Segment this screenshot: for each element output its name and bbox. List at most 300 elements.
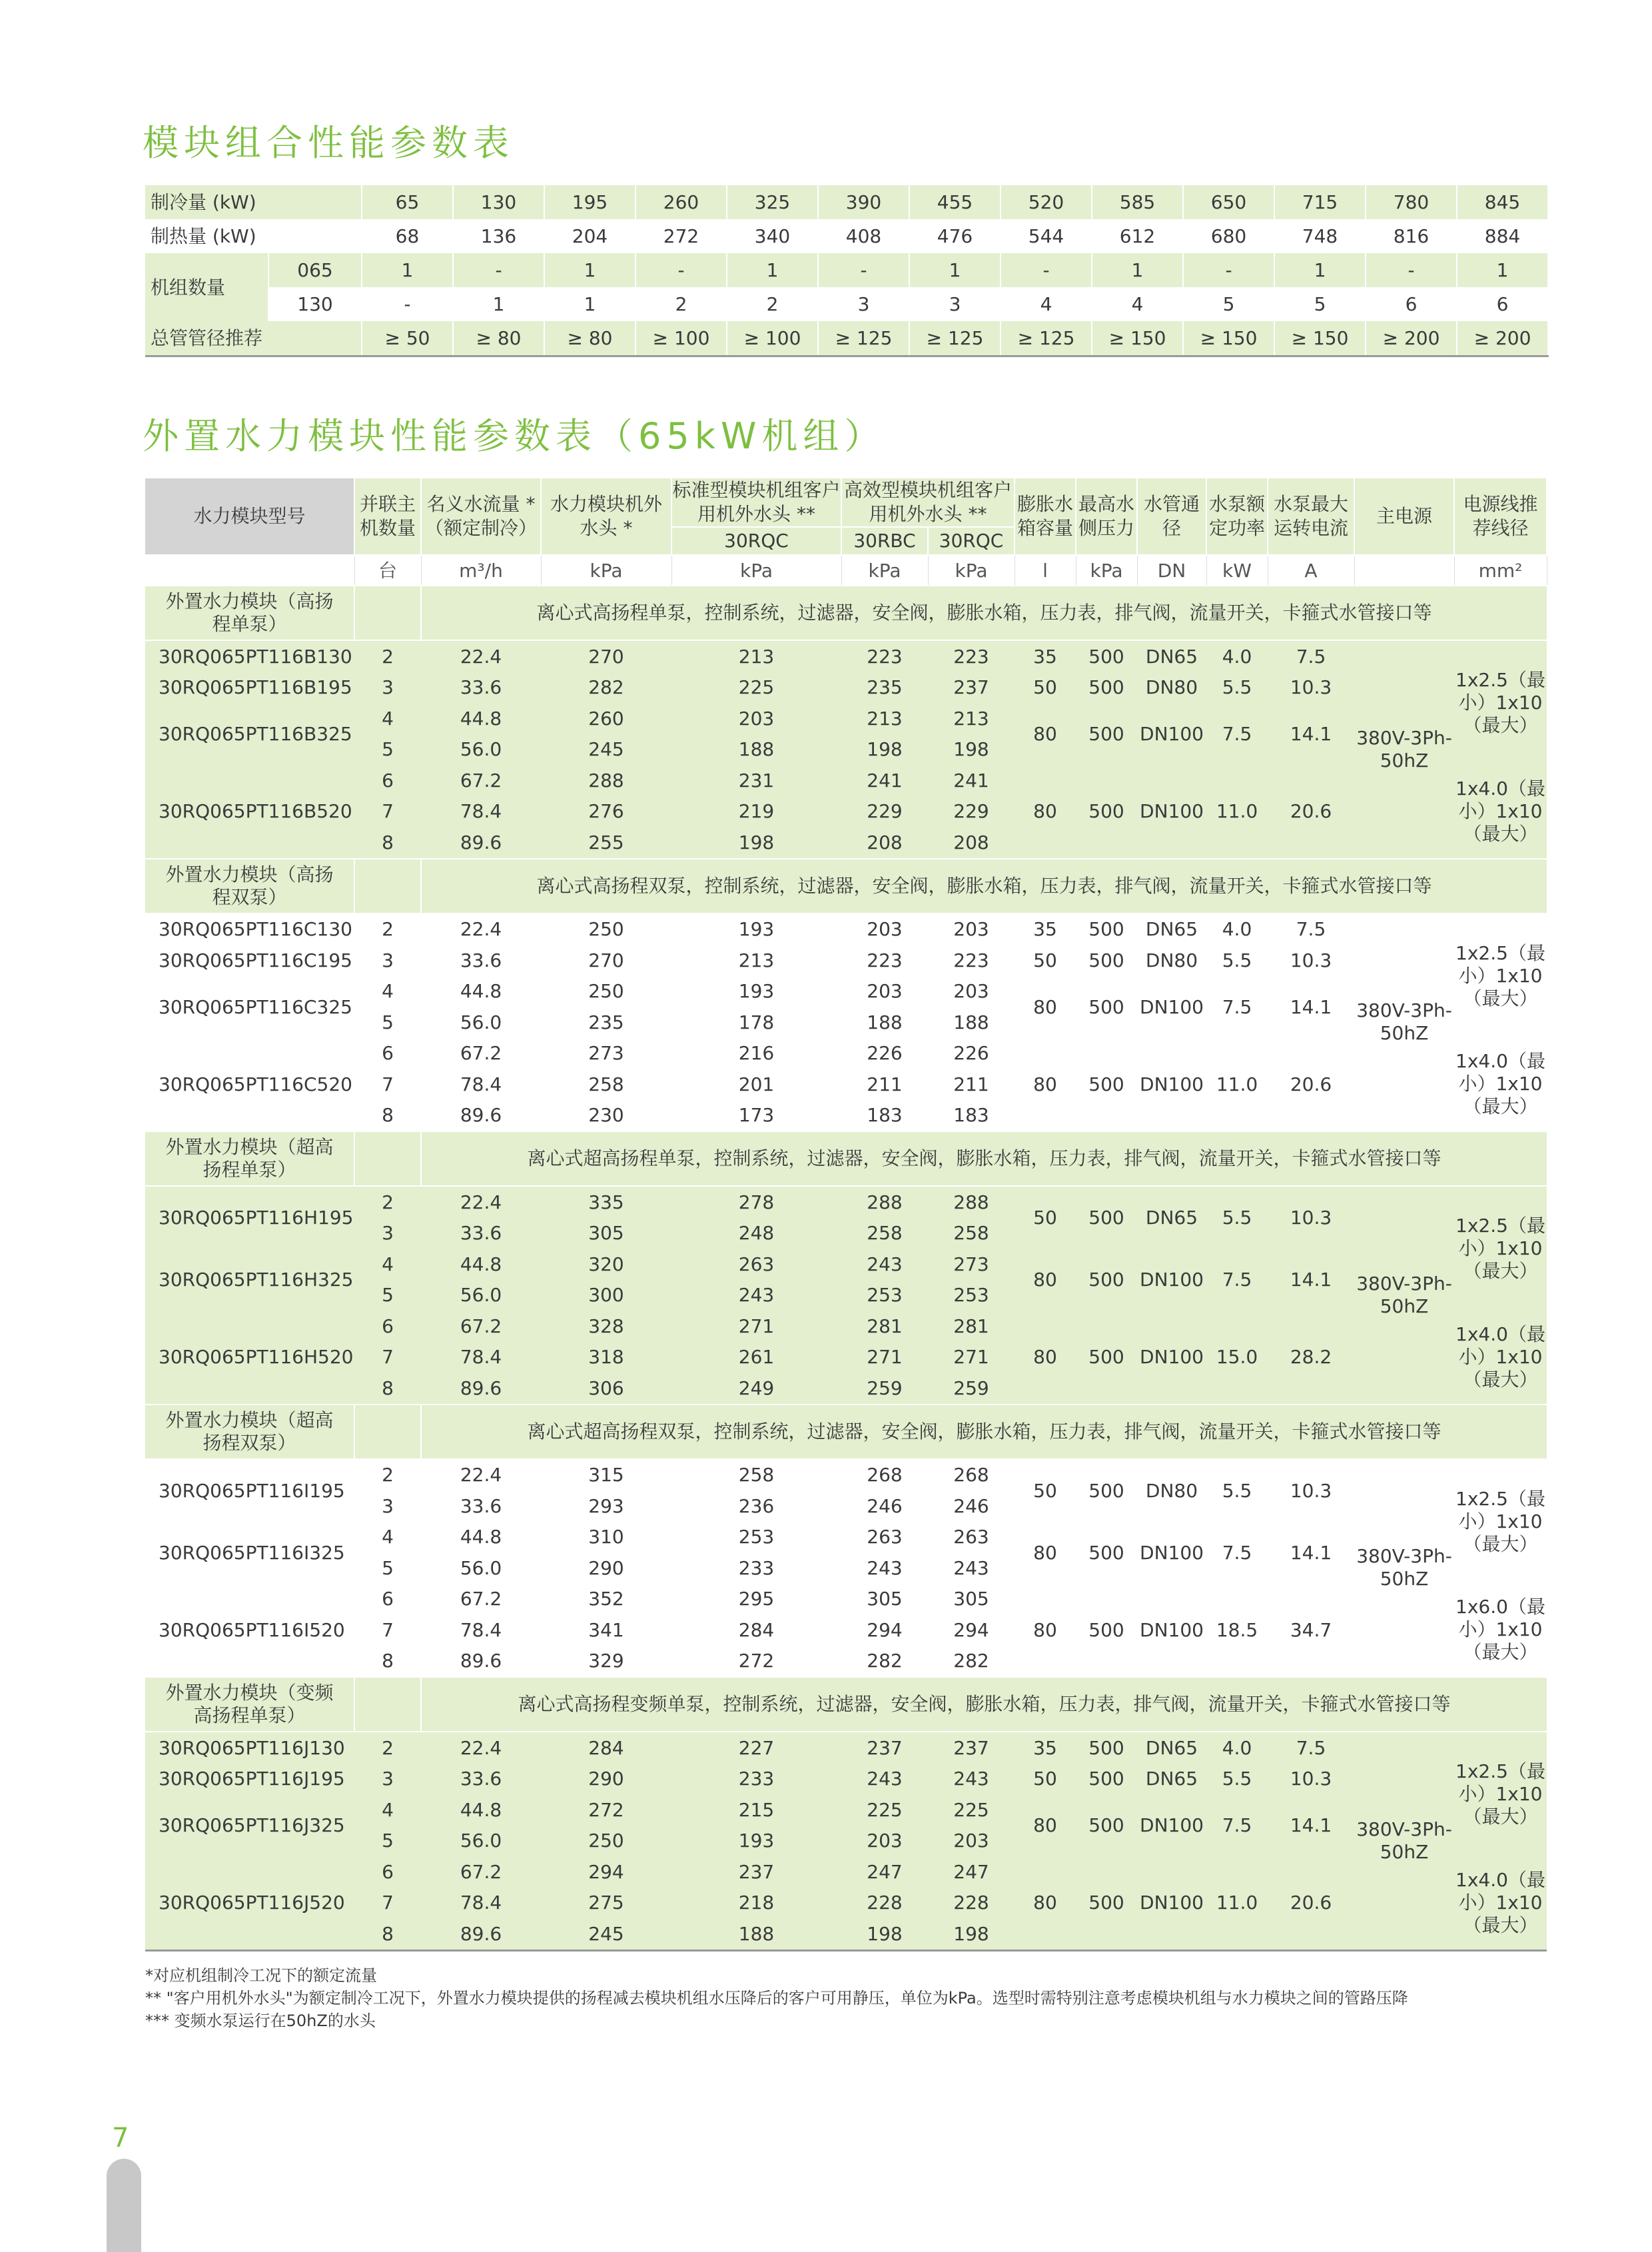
data-cell: 44.8 (460, 980, 502, 1003)
data-cell: 282 (541, 672, 671, 704)
data-cell: 246 (953, 1494, 989, 1517)
col-hi: 高效型模块机组客户用机外水头 ** (841, 478, 1015, 527)
data-cell: 275 (541, 1888, 671, 1919)
group-cell: DN65 (1137, 1732, 1206, 1764)
section-description: 离心式高扬程单泵，控制系统，过滤器，安全阀，膨胀水箱，压力表，排气阀，流量开关，卡箍式水管接口等 (421, 586, 1547, 640)
group-cell: DN65 (1137, 1764, 1206, 1795)
group-cell: 11.0 (1206, 765, 1268, 859)
data-cell: 284 (541, 1732, 671, 1764)
group-cell: 500 (1076, 672, 1137, 704)
data-cell: 259 (928, 1373, 1015, 1405)
group-cell: 500 (1088, 1073, 1124, 1095)
table-row (145, 1856, 1547, 1888)
group-cell: 500 (1076, 703, 1137, 765)
cell: ≥ 125 (909, 321, 1001, 356)
model-name: 30RQ065PT116J520 (145, 1856, 354, 1950)
section-header-row (145, 586, 1547, 640)
table-row (145, 1794, 1547, 1826)
data-cell: 2 (354, 640, 421, 672)
cable-size: 1x4.0（最小）1x10（最大） (1454, 1856, 1547, 1950)
group-cell: 500 (1076, 765, 1137, 859)
data-cell: 235 (588, 1011, 624, 1033)
data-cell: 22.4 (421, 1732, 541, 1764)
group-cell: 7.5 (1268, 640, 1354, 672)
power-supply: 380V-3Ph-50hZ (1356, 999, 1452, 1045)
model-name: 30RQ065PT116C325 (159, 995, 352, 1018)
group-cell: DN100 (1140, 1618, 1204, 1641)
data-cell: 226 (953, 1042, 989, 1065)
cell: ≥ 80 (453, 321, 544, 356)
model-name: 30RQ065PT116C130 (159, 918, 352, 941)
model-name: 30RQ065PT116H325 (145, 1249, 354, 1311)
group-cell: DN80 (1137, 672, 1206, 704)
group-cell: 80 (1015, 703, 1076, 765)
data-cell: 211 (953, 1073, 989, 1095)
data-cell: 243 (953, 1556, 989, 1579)
group-cell: 7.5 (1206, 1794, 1268, 1856)
table-row (145, 976, 1547, 1007)
group-cell: 80 (1015, 765, 1076, 859)
footnotes (145, 1964, 1408, 2032)
data-cell: 3 (382, 949, 394, 971)
data-cell: 249 (671, 1373, 841, 1405)
model-name: 30RQ065PT116B325 (145, 703, 354, 765)
section-header-row (145, 859, 1547, 913)
power-supply: 380V-3Ph-50hZ (1354, 1186, 1454, 1405)
data-cell: 271 (928, 1342, 1015, 1373)
footnote: *** 变频水泵运行在50hZ的水头 (145, 2011, 376, 2030)
data-cell: 235 (841, 672, 928, 704)
data-cell: 241 (928, 765, 1015, 796)
page-number: 7 (112, 2123, 129, 2153)
section-blank (354, 586, 421, 640)
unit-cell: mm² (1454, 555, 1547, 586)
data-cell: 6 (354, 765, 421, 796)
cell: 340 (727, 219, 818, 253)
data-cell: 8 (354, 1373, 421, 1405)
cell: 1 (544, 253, 635, 287)
cell: 585 (1092, 185, 1183, 219)
col-hi-sub1: 30RBC (841, 527, 928, 555)
group-cell: 10.3 (1290, 1479, 1332, 1502)
unit-blank (1354, 555, 1454, 586)
data-cell: 341 (588, 1618, 624, 1641)
data-cell: 8 (354, 827, 421, 859)
cell: 6 (1457, 287, 1548, 321)
data-cell: 284 (738, 1618, 775, 1641)
group-cell: 80 (1015, 1856, 1076, 1950)
group-cell: 80 (1033, 995, 1057, 1018)
section-header-row (145, 1405, 1547, 1459)
group-cell: 14.1 (1268, 703, 1354, 765)
group-cell: 7.5 (1206, 1249, 1268, 1311)
model-name: 30RQ065PT116H520 (145, 1311, 354, 1405)
data-cell: 236 (738, 1494, 775, 1517)
cable-size: 1x2.5（最小）1x10（最大） (1454, 1186, 1547, 1311)
cell: 612 (1092, 219, 1183, 253)
cell: ≥ 150 (1274, 321, 1366, 356)
data-cell: 5 (382, 1011, 394, 1033)
cooling-label: 制冷量 (kW) (145, 185, 362, 219)
data-cell: 294 (953, 1618, 989, 1641)
data-cell: 193 (738, 980, 775, 1003)
cable-size: 1x4.0（最小）1x10（最大） (1454, 765, 1547, 859)
cell: ≥ 125 (1001, 321, 1092, 356)
data-cell: 56.0 (421, 1826, 541, 1857)
footnote: *对应机组制冷工况下的额定流量 (145, 1966, 377, 1985)
group-cell: 5.5 (1206, 672, 1268, 704)
cell: - (362, 287, 453, 321)
data-cell: 218 (671, 1888, 841, 1919)
data-cell: 213 (841, 703, 928, 734)
data-cell: 272 (738, 1650, 775, 1672)
group-cell: 500 (1076, 1764, 1137, 1795)
data-cell: 56.0 (421, 734, 541, 766)
model-name: 30RQ065PT116I520 (159, 1618, 345, 1641)
data-cell: 263 (671, 1249, 841, 1280)
data-cell: 243 (928, 1764, 1015, 1795)
cell: ≥ 50 (362, 321, 453, 356)
data-cell: 2 (354, 1732, 421, 1764)
model-name: 30RQ065PT116B520 (145, 765, 354, 859)
data-cell: 305 (867, 1588, 903, 1610)
data-cell: 208 (928, 827, 1015, 859)
data-cell: 67.2 (460, 1588, 502, 1610)
model-name: 30RQ065PT116B195 (145, 672, 354, 704)
data-cell: 237 (671, 1856, 841, 1888)
data-cell: 243 (867, 1556, 903, 1579)
data-cell: 183 (953, 1104, 989, 1127)
data-cell: 305 (541, 1218, 671, 1249)
data-cell: 78.4 (460, 1073, 502, 1095)
group-cell: 35 (1033, 918, 1057, 941)
group-cell: 7.5 (1206, 703, 1268, 765)
cell: 1 (544, 287, 635, 321)
cell: 195 (544, 185, 635, 219)
section-blank (354, 859, 421, 913)
data-cell: 282 (953, 1650, 989, 1672)
data-cell: 78.4 (421, 1888, 541, 1919)
group-cell: 500 (1076, 1732, 1137, 1764)
data-cell: 22.4 (460, 1464, 502, 1486)
data-cell: 5 (354, 1280, 421, 1311)
data-cell: 223 (953, 949, 989, 971)
cell: 272 (635, 219, 727, 253)
data-cell: 281 (841, 1311, 928, 1342)
data-cell: 198 (671, 827, 841, 859)
group-cell: 5.5 (1206, 1186, 1268, 1249)
cell: 408 (818, 219, 909, 253)
group-cell: 500 (1088, 918, 1124, 941)
count-row-065 (145, 253, 1548, 287)
col-maxp: 最高水侧压力 (1076, 478, 1137, 555)
data-cell: 2 (382, 1464, 394, 1486)
data-cell: 198 (928, 1918, 1015, 1950)
section-description: 离心式高扬程变频单泵，控制系统，过滤器，安全阀，膨胀水箱，压力表，排气阀，流量开关，卡箍式水管接口等 (421, 1677, 1547, 1732)
table-row (145, 1584, 1547, 1615)
data-cell: 198 (841, 734, 928, 766)
data-cell: 7 (354, 796, 421, 828)
group-cell: 500 (1088, 995, 1124, 1018)
data-cell: 78.4 (421, 1342, 541, 1373)
cable-size: 1x4.0（最小）1x10（最大） (1455, 1050, 1545, 1118)
data-cell: 258 (588, 1073, 624, 1095)
data-cell: 261 (671, 1342, 841, 1373)
data-cell: 4 (354, 1249, 421, 1280)
pipe-row (145, 321, 1548, 356)
model-name: 30RQ065PT116J130 (145, 1732, 354, 1764)
data-cell: 203 (671, 703, 841, 734)
data-cell: 271 (671, 1311, 841, 1342)
data-cell: 33.6 (421, 1764, 541, 1795)
group-cell: 500 (1076, 1186, 1137, 1249)
unit-cell: A (1268, 555, 1354, 586)
col-model: 水力模块型号 (145, 478, 354, 555)
data-cell: 270 (588, 949, 624, 971)
cell: ≥ 100 (635, 321, 727, 356)
unit-cell: kPa (928, 555, 1015, 586)
data-cell: 243 (671, 1280, 841, 1311)
cell: 5 (1183, 287, 1274, 321)
cell: 845 (1457, 185, 1548, 219)
cell: 6 (1366, 287, 1457, 321)
data-cell: 89.6 (421, 1373, 541, 1405)
group-cell: 28.2 (1268, 1311, 1354, 1405)
group-cell: DN100 (1140, 1541, 1204, 1564)
cell: ≥ 150 (1092, 321, 1183, 356)
data-cell: 272 (541, 1794, 671, 1826)
cell: 1 (909, 253, 1001, 287)
table-row (145, 1249, 1547, 1280)
data-cell: 250 (588, 980, 624, 1003)
cable-size: 1x2.5（最小）1x10（最大） (1454, 640, 1547, 765)
heating-label: 制热量 (kW) (145, 219, 362, 253)
data-cell: 44.8 (460, 1526, 502, 1548)
data-cell: 7 (354, 1888, 421, 1919)
table-row (145, 1459, 1547, 1491)
cell: - (1183, 253, 1274, 287)
data-cell: 203 (867, 980, 903, 1003)
data-cell: 6 (354, 1311, 421, 1342)
model-name: 30RQ065PT116C520 (159, 1073, 352, 1095)
group-cell: DN100 (1137, 1311, 1206, 1405)
cell: ≥ 80 (544, 321, 635, 356)
unit-cell: kPa (541, 555, 671, 586)
cell: 476 (909, 219, 1001, 253)
data-cell: 4 (382, 1526, 394, 1548)
data-cell: 211 (867, 1073, 903, 1095)
data-cell: 300 (541, 1280, 671, 1311)
group-cell: 500 (1088, 949, 1124, 971)
data-cell: 89.6 (460, 1650, 502, 1672)
group-cell: 7.5 (1222, 1541, 1252, 1564)
data-cell: 22.4 (421, 640, 541, 672)
data-cell: 310 (588, 1526, 624, 1548)
data-cell: 5 (354, 734, 421, 766)
data-cell: 198 (841, 1918, 928, 1950)
cell: 325 (727, 185, 818, 219)
data-cell: 33.6 (460, 949, 502, 971)
cell: 136 (453, 219, 544, 253)
data-cell: 237 (928, 1732, 1015, 1764)
data-cell: 56.0 (460, 1556, 502, 1579)
cell: ≥ 100 (727, 321, 818, 356)
data-cell: 203 (867, 918, 903, 941)
cell: 65 (362, 185, 453, 219)
group-cell: 500 (1088, 1479, 1124, 1502)
group-cell: 4.0 (1206, 640, 1268, 672)
data-cell: 320 (541, 1249, 671, 1280)
power-supply: 380V-3Ph-50hZ (1356, 1545, 1452, 1590)
group-cell: DN80 (1145, 1479, 1198, 1502)
units-row (145, 555, 1547, 586)
cell: 544 (1001, 219, 1092, 253)
data-cell: 268 (867, 1464, 903, 1486)
unit-count-label: 机组数量 (145, 253, 268, 321)
cable-size: 1x2.5（最小）1x10（最大） (1455, 941, 1545, 1009)
section-description: 离心式超高扬程单泵，控制系统，过滤器，安全阀，膨胀水箱，压力表，排气阀，流量开关，卡箍式水管接口等 (421, 1131, 1547, 1186)
group-cell: 4.0 (1222, 918, 1252, 941)
data-cell: 250 (541, 1826, 671, 1857)
data-cell: 203 (841, 1826, 928, 1857)
cell: 4 (1001, 287, 1092, 321)
group-cell: 500 (1076, 640, 1137, 672)
data-cell: 225 (841, 1794, 928, 1826)
cell: 1 (1457, 253, 1548, 287)
group-cell: DN100 (1137, 1249, 1206, 1311)
group-cell: 500 (1076, 1856, 1137, 1950)
section-name: 外置水力模块（高扬程单泵） (145, 586, 354, 640)
data-cell: 318 (541, 1342, 671, 1373)
data-cell: 263 (867, 1526, 903, 1548)
data-cell: 253 (928, 1280, 1015, 1311)
data-cell: 315 (588, 1464, 624, 1486)
data-cell: 188 (671, 1918, 841, 1950)
cable-size: 1x4.0（最小）1x10（最大） (1454, 1311, 1547, 1405)
cell: ≥ 200 (1366, 321, 1457, 356)
data-cell: 3 (354, 1764, 421, 1795)
group-cell: 50 (1015, 672, 1076, 704)
data-cell: 183 (867, 1104, 903, 1127)
cell: 1 (727, 253, 818, 287)
cable-size: 1x6.0（最小）1x10（最大） (1455, 1596, 1545, 1664)
data-cell: 216 (738, 1042, 775, 1065)
data-cell: 67.2 (421, 765, 541, 796)
cell: 748 (1274, 219, 1366, 253)
cell: 715 (1274, 185, 1366, 219)
hydronic-module-table (145, 478, 1547, 1952)
module-combination-table (145, 185, 1549, 357)
cell: 680 (1183, 219, 1274, 253)
data-cell: 56.0 (421, 1280, 541, 1311)
footnote: ** "客户用机外水头"为额定制冷工况下，外置水力模块提供的扬程减去模块机组水压降后的客户可用静压，单位为kPa。选型时需特别注意考虑模块机组与水力模块之间的管路压降 (145, 1989, 1408, 2007)
group-cell: 5.5 (1206, 1764, 1268, 1795)
cell: 130 (453, 185, 544, 219)
group-cell: 4.0 (1206, 1732, 1268, 1764)
data-cell: 253 (841, 1280, 928, 1311)
unit-cell: kPa (671, 555, 841, 586)
data-cell: 281 (928, 1311, 1015, 1342)
table-row (145, 1311, 1547, 1342)
group-cell: 50 (1033, 1479, 1057, 1502)
unit-cell: kPa (1076, 555, 1137, 586)
data-cell: 335 (541, 1186, 671, 1218)
data-cell: 305 (953, 1588, 989, 1610)
group-cell: 20.6 (1268, 765, 1354, 859)
data-cell: 193 (738, 918, 775, 941)
group-cell: DN65 (1137, 1186, 1206, 1249)
data-cell: 245 (541, 734, 671, 766)
data-cell: 56.0 (460, 1011, 502, 1033)
cell: ≥ 200 (1457, 321, 1548, 356)
cell: 780 (1366, 185, 1457, 219)
group-cell: 500 (1076, 1249, 1137, 1311)
col-dn: 水管通径 (1137, 478, 1206, 555)
data-cell: 294 (541, 1856, 671, 1888)
data-cell: 215 (671, 1794, 841, 1826)
group-cell: 20.6 (1290, 1073, 1332, 1095)
data-cell: 268 (953, 1464, 989, 1486)
group-cell: 10.3 (1268, 1186, 1354, 1249)
model-name: 30RQ065PT116C195 (159, 949, 352, 971)
table-row (145, 640, 1547, 672)
cell: 2 (635, 287, 727, 321)
group-cell: 10.3 (1290, 949, 1332, 971)
cell: - (818, 253, 909, 287)
data-cell: 22.4 (460, 918, 502, 941)
data-cell: 2 (354, 1186, 421, 1218)
data-cell: 89.6 (421, 827, 541, 859)
data-cell: 33.6 (460, 1494, 502, 1517)
unit-cell: DN (1137, 555, 1206, 586)
unit-cell: l (1015, 555, 1076, 586)
data-cell: 233 (671, 1764, 841, 1795)
data-cell: 67.2 (421, 1856, 541, 1888)
data-cell: 258 (841, 1218, 928, 1249)
data-cell: 237 (841, 1732, 928, 1764)
group-cell: 5.5 (1222, 1479, 1252, 1502)
col-head: 水力模块机外水头 * (541, 478, 671, 555)
data-cell: 253 (738, 1526, 775, 1548)
pipe-label: 总管管径推荐 (145, 321, 362, 356)
section-description: 离心式超高扬程双泵，控制系统，过滤器，安全阀，膨胀水箱，压力表，排气阀，流量开关，卡箍式水管接口等 (421, 1405, 1547, 1459)
cell: - (1001, 253, 1092, 287)
data-cell: 226 (867, 1042, 903, 1065)
data-cell: 201 (738, 1073, 775, 1095)
unit-blank (145, 555, 354, 586)
data-cell: 3 (382, 1494, 394, 1517)
group-cell: 5.5 (1222, 949, 1252, 971)
group-cell: DN100 (1137, 1856, 1206, 1950)
data-cell: 259 (841, 1373, 928, 1405)
col-tank: 膨胀水箱容量 (1015, 478, 1076, 555)
group-cell: DN100 (1137, 765, 1206, 859)
table-row (145, 945, 1547, 976)
cell: ≥ 125 (818, 321, 909, 356)
cell: 68 (362, 219, 453, 253)
cell: 520 (1001, 185, 1092, 219)
group-cell: DN100 (1140, 995, 1204, 1018)
section-name: 外置水力模块（超高扬程双泵） (145, 1405, 354, 1459)
model-130-label: 130 (268, 287, 362, 321)
data-cell: 67.2 (421, 1311, 541, 1342)
power-supply: 380V-3Ph-50hZ (1354, 640, 1454, 859)
data-cell: 270 (541, 640, 671, 672)
group-cell: 10.3 (1268, 1764, 1354, 1795)
data-cell: 230 (588, 1104, 624, 1127)
group-cell: 80 (1033, 1541, 1057, 1564)
cell: 5 (1274, 287, 1366, 321)
